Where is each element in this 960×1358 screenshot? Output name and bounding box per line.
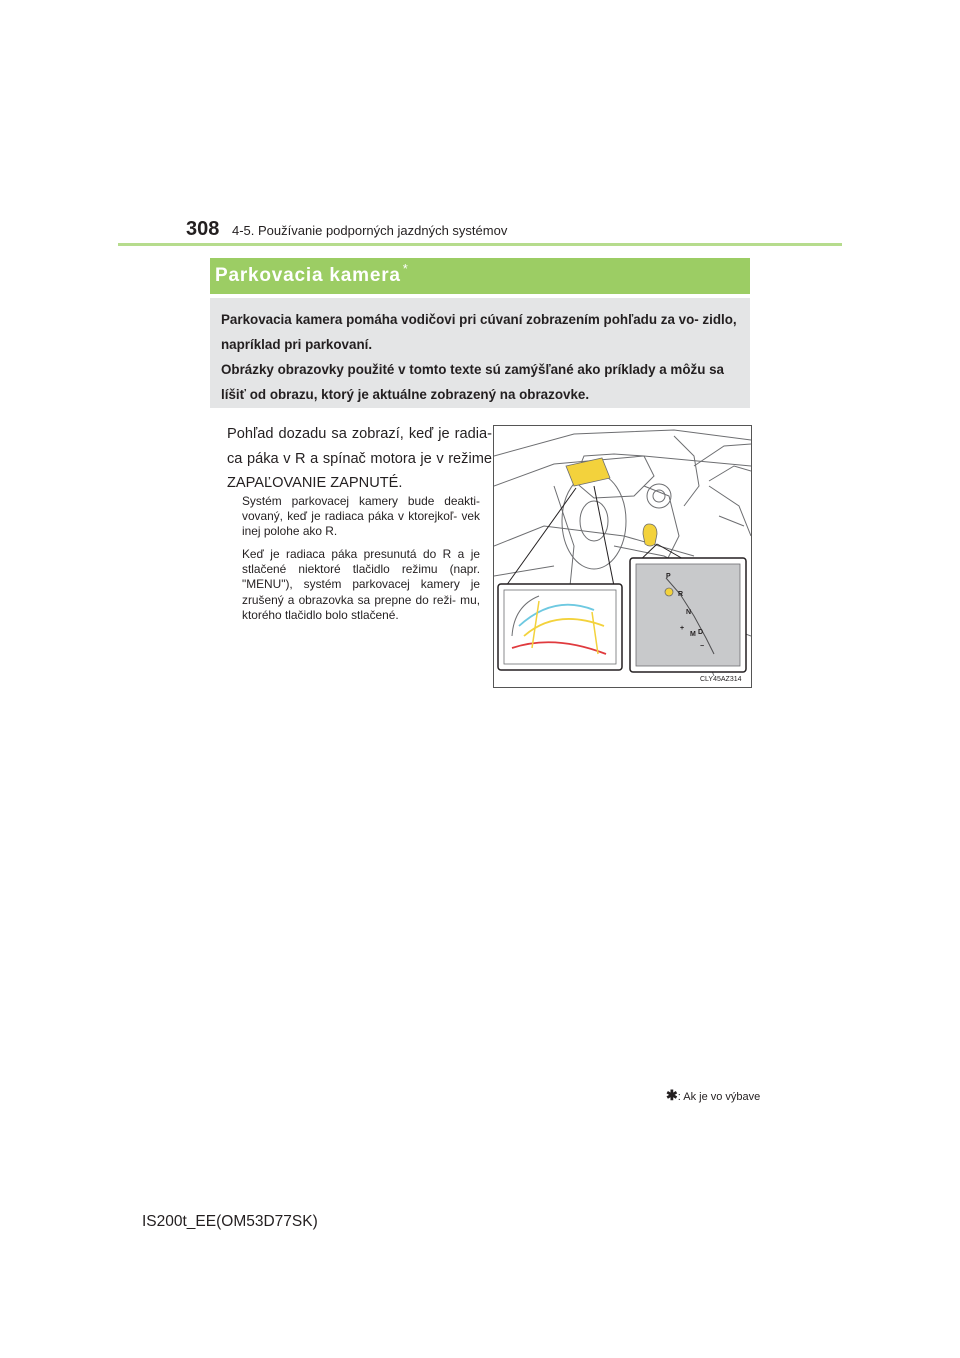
intro-box xyxy=(210,298,750,408)
footnote-star-icon: ✱ xyxy=(666,1087,678,1103)
illustration-code: CLY45AZ314 xyxy=(700,676,742,683)
footnote-text: : Ak je vo výbave xyxy=(677,1091,761,1103)
main-paragraph: Pohľad dozadu sa zobrazí, keď je radia- ca páka v R a spínač motora je v režime ZAPAĽOVANIE ZAPNUTÉ. xyxy=(227,426,492,491)
note-1: Systém parkovacej kamery bude deakti- vovaný, keď je radiaca páka v ktorejkoľ- vek inej polohe ako R. xyxy=(242,494,480,539)
optional-equipment-star: * xyxy=(402,261,409,276)
shift-lever-highlight xyxy=(643,524,657,546)
header-rule xyxy=(118,243,842,246)
camera-illustration xyxy=(493,425,752,688)
shift-d: D xyxy=(698,629,704,636)
section-title: 4-5. Používanie podporných jazdných systémov xyxy=(232,223,508,238)
shift-m: M xyxy=(690,631,696,638)
page-number: 308 xyxy=(186,218,220,240)
banner-title xyxy=(215,261,409,287)
model-code: IS200t_EE(OM53D77SK) xyxy=(142,1213,318,1230)
section-banner xyxy=(210,258,750,294)
note-2: Keď je radiaca páka presunutá do R a je stlačené niektoré tlačidlo režimu (napr. "MENU"), systém parkovacej kamery je zrušený a obrazovka sa prepne do reži- mu, ktorého tlačidlo bolo stlačené. xyxy=(242,547,480,622)
banner-title-text: Parkovacia kamera xyxy=(215,265,401,286)
shift-r: R xyxy=(678,591,684,598)
shift-plus: + xyxy=(680,625,685,632)
shift-n: N xyxy=(686,609,692,616)
dashboard-drawing xyxy=(494,426,751,687)
intro-paragraph-1: Parkovacia kamera pomáha vodičovi pri cúvaní zobrazením pohľadu za vo- zidlo, napríklad pri parkovaní. xyxy=(221,312,737,352)
intro-paragraph-2: Obrázky obrazovky použité v tomto texte sú zamýšľané ako príklady a môžu sa líšiť od obrazu, ktorý je aktuálne zobrazený na obrazovke. xyxy=(221,362,725,402)
footnote xyxy=(666,1087,760,1104)
shift-p: P xyxy=(666,573,671,580)
shift-minus: − xyxy=(700,643,705,650)
